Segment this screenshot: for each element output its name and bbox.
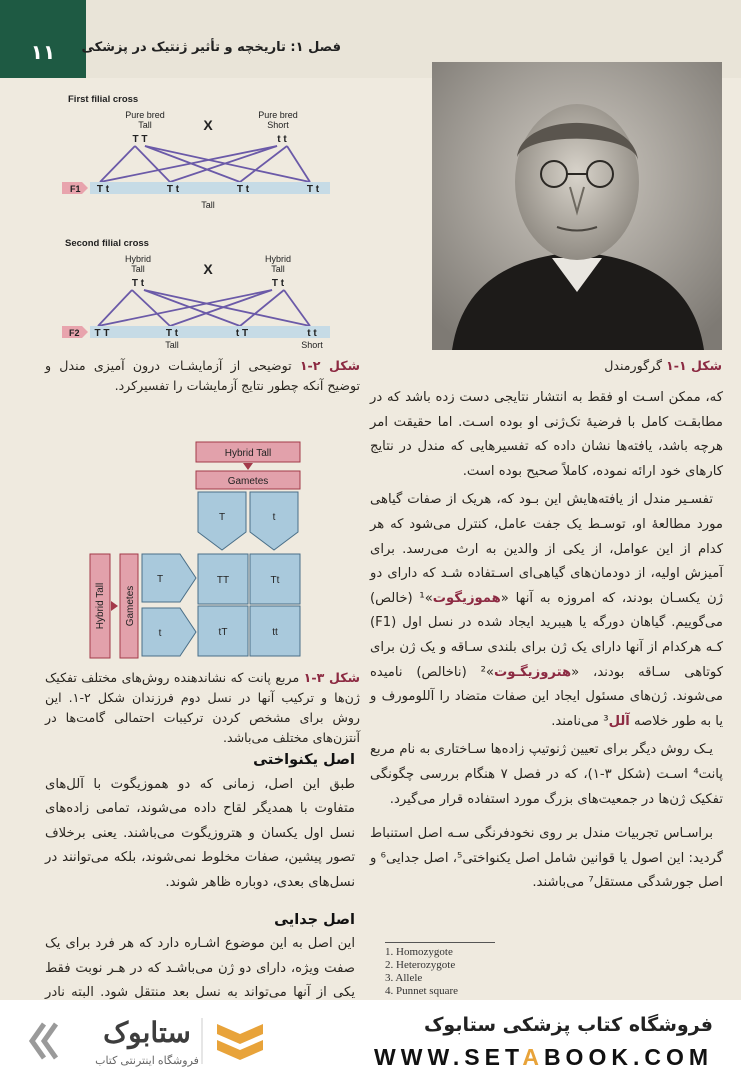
side-allele: t: [158, 628, 162, 639]
footnote: 4. Punnet square: [385, 985, 459, 997]
figure-1-2-crosses: [60, 88, 360, 350]
term-allele: آلل: [608, 713, 630, 729]
punnett-cell: tt: [272, 627, 278, 638]
side-gametes-label: Gametes: [125, 585, 136, 627]
top-hybrid-label: Hybrid Tall: [224, 448, 272, 459]
section-segregation-text: این اصل به این موضوع اشـاره دارد که هر فرد برای یک صفت ویژه، دارای دو ژن می‌باشـد که در هـر نوبت فقط یکی از آنها می‌تواند به نسل بعد منتقل شود. البته نادر: [45, 936, 355, 1001]
footnotes: [385, 946, 725, 998]
paragraph-1: که، ممکن اسـت او فقط به انتشار نتایجی دست زده باشد که در مطابقـت کامل با فرضیهٔ تک‌ژنی او بوده اسـت. اما حقیقت امر هرچه باشد، یافته‌ها نشان داده که تفسیرهایی که مندل در نتایج کارهای خود ارائه نموده، کاملاً صحیح بوده است.: [370, 390, 723, 479]
figure-1-3-caption: شکل ۳-۱ مربع پانت که نشاندهنده روش‌های مختلف تفکیک ژن‌ها و ترکیب آنها در نسل دوم فرزندان شکل ۲-۱. این روش برای مشخص کردن ترکیبات احتمالی گامت‌ها در آنتزن‌های مختلف می‌باشد.: [45, 670, 360, 745]
f1-offspring: T t: [236, 184, 250, 195]
hybrid-left-label-1: Hybrid: [124, 254, 152, 264]
logo-subtitle: فروشگاه اینترنتی کتاب: [95, 1055, 199, 1067]
punnett-cell: Tt: [270, 575, 280, 586]
f1-cross-lines: [100, 146, 310, 182]
top-gametes-label: Gametes: [227, 476, 269, 487]
paragraph-3: یـک روش دیگر برای تعیین ژنوتیپ زاده‌ها سـاختاری به نام مربع پانت⁴ اسـت (شکل ۳-۱)، که در فصل ۷ هنگام بررسی چگونگی تفکیک ژن‌ها در جمعیت‌های بزرگ مورد استفاده قرار می‌گیرد.: [370, 742, 723, 807]
side-hybrid-label: Hybrid Tall: [95, 582, 106, 630]
footnote-divider: [385, 942, 495, 943]
f2-cross-lines: [98, 290, 310, 326]
f2-offspring: T t: [165, 328, 179, 339]
store-url[interactable]: WWW.SETABOOK.COM: [374, 1044, 713, 1070]
first-cross-title: First filial cross: [68, 94, 139, 105]
logo-text: ستابوک: [103, 1017, 191, 1048]
hybrid-right-genotype: T t: [271, 278, 285, 289]
f1-result: Tall: [201, 200, 215, 210]
chapter-title: فصل ۱: تاریخچه و تأثیر ژنتیک در پزشکی: [81, 40, 341, 55]
mendel-portrait: [432, 62, 722, 350]
paragraph-2: تفسـیر مندل از یافته‌هایش این بـود که، هریک از صفات گیاهی مورد مطالعهٔ او، توسـط یک جفت عامل، کنترل می‌شود که هر کدام از این عوامل، از یکی از والدین به ارث می‌رسد. برای آمیزش اولیه، از دودمان‌های گیاهی‌ای اسـتفاده شـد که دارای دو ژن یکسـان بودند، که امروزه به آنها «هموزیگوت»¹ (خالص) می‌گوییم. گیاهان دورگه یا هیبرید ایجاد شده در نسل اول (F1) کـه هرکدام از آنها دارای یک ژن برای بلندی سـاقه و یک ژن برای کوتاهی سـاقه بودند، «هتروزیگـوت»² (ناخالص) نامیده می‌شوند. ژن‌های مسئول ایجاد این صفات متضاد را آللومورف و یا به طور خلاصه آلل³ می‌نامند.: [370, 492, 724, 729]
term-heterozygote: هتروزیگـوت: [493, 664, 572, 680]
top-allele: T: [218, 512, 226, 523]
second-cross-title: Second filial cross: [65, 238, 149, 249]
book-stack-icon: [217, 1024, 263, 1044]
section-uniformity-title: اصل یکنواختی: [253, 752, 355, 768]
parent-right-label-2: Short: [267, 120, 289, 130]
f2-bar: [90, 326, 330, 338]
f1-bar: [90, 182, 330, 194]
punnett-cell: tT: [218, 627, 228, 638]
section-segregation-title: اصل جدایی: [274, 911, 355, 928]
f2-offspring: t t: [307, 328, 317, 339]
f1-offspring: T t: [96, 184, 110, 195]
section-uniformity-text: طبق این اصل، زمانی که دو هموزیگوت با آلل‌های متفاوت با همدیگر لقاح داده می‌شوند، تمامی زاده‌های نسل اول یکسان و هتروزیگوت می‌باشند. یعنی برخلاف تصور پیشین، صفات مخلوط نمی‌شوند، بلکه می‌توانند در نسل‌های بعدی، دوباره ظاهر شوند.: [45, 776, 355, 890]
cross-symbol: X: [203, 117, 213, 133]
f2-short: Short: [301, 340, 323, 350]
f2-offspring: t T: [235, 328, 249, 339]
term-homozygote: هموزیگوت: [432, 590, 501, 606]
parent-left-label-1: Pure bred: [125, 110, 165, 120]
page-number: ۱۱: [0, 0, 86, 78]
parent-right-genotype: t t: [277, 134, 287, 145]
hybrid-right-label-1: Hybrid: [264, 254, 292, 264]
store-logo[interactable]: [32, 1012, 282, 1070]
figure-1-3-punnett-square: [88, 440, 318, 665]
f1-offspring: T t: [306, 184, 320, 195]
hybrid-left-genotype: T t: [131, 278, 145, 289]
f2-offspring: T T: [94, 328, 110, 339]
f2-tag: F2: [69, 328, 80, 338]
top-allele: t: [272, 512, 276, 523]
hybrid-left-label-2: Tall: [131, 264, 145, 274]
footnote: 2. Heterozygote: [385, 959, 456, 971]
footnote: 1. Homozygote: [385, 946, 453, 958]
figure-1-2-caption: شکل ۲-۱ توضیحی از آزمایشـات درون آمیزی مندل و توضیح آنکه چطور نتایج آزمایشات را تفسیرکرد.: [45, 358, 360, 393]
right-column: [370, 386, 723, 896]
f2-tall: Tall: [165, 340, 179, 350]
side-allele: T: [156, 574, 164, 585]
parent-right-label-1: Pure bred: [258, 110, 298, 120]
punnett-cell: TT: [216, 575, 230, 586]
parent-left-label-2: Tall: [138, 120, 152, 130]
left-column: [45, 748, 355, 1031]
f1-tag: F1: [70, 184, 81, 194]
store-name: فروشگاه کتاب پزشکی ستابوک: [423, 1014, 713, 1036]
cross-symbol-2: X: [203, 261, 213, 277]
f1-offspring: T t: [166, 184, 180, 195]
footnote: 3. Allele: [385, 972, 423, 984]
hybrid-right-label-2: Tall: [271, 264, 285, 274]
parent-left-genotype: T T: [132, 134, 148, 145]
figure-1-1-caption: شکل ۱-۱ گرگورمندل: [604, 358, 722, 373]
paragraph-4: براسـاس تجربیات مندل بر روی نخودفرنگی سـه اصل استنباط گردید: این اصول یا قوانین شامل اصل یکنواختی⁵، اصل جدایی⁶ و اصل جورشدگی مستقل⁷ می‌باشند.: [370, 826, 724, 891]
